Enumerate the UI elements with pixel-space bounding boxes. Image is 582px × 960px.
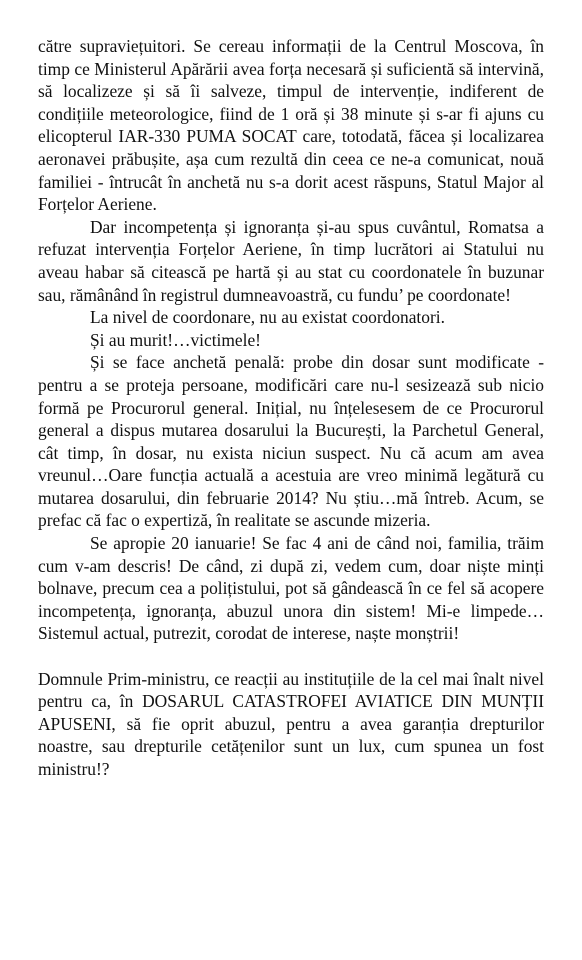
paragraph-anniversary: Se apropie 20 ianuarie! Se fac 4 ani de când noi, familia, trăim cum v-am descris! De când, zi după zi, vedem cum, doar niște minți bolnave, precum cea a polițistului, pot să gândească în ce fel să acopere incompetența, ignoranța, abuzul unora din sistem! Mi-e limpede…Sistemul actual, putrezit, corodat de interese, naște monștrii! (38, 533, 544, 644)
paragraph-address-prime-minister: Domnule Prim-ministru, ce reacții au instituțiile de la cel mai înalt nivel pentru ca, în DOSARUL CATASTROFEI AVIATICE DIN MUNȚII APUSENI, să fie oprit abuzul, pentru a avea garanția drepturilor noastre, sau drepturile cetățenilor sunt un lux, cum spunea un fost ministru!? (38, 668, 544, 779)
paragraph-victims: Și au murit!…victimele! (90, 329, 261, 350)
paragraph-incompetence: Dar incompetența și ignoranța și-au spus cuvântul, Romatsa a refuzat intervenția Forțelor Aeriene, în timp lucrători ai Statului nu aveau habar să citească pe hartă și au stat cu coordonatele în buzunar sau, rămânând în registrul dumneavoastră, cu fundu’ pe coordonate! (38, 216, 544, 305)
paragraph-criminal-investigation: Și se face anchetă penală: probe din dosar sunt modificate - pentru a se proteja persoane, modificări care nu-l sesizează sub nicio formă pe Procurorul general. Inițial, nu înțelesesem de ce Procurorul general a dispus mutarea dosarului la București, la Parchetul General, cât timp, în dosar, nu exista niciun suspect. Nu că acum am avea vreunul…Oare funcția actuală a acestuia are vreo minimă legătură cu mutarea dosarului, din februarie 2014? Nu știu…mă întreb. Acum, se prefac că fac o expertiză, în realitate se ascunde mizeria. (38, 352, 544, 531)
paragraph-coordination: La nivel de coordonare, nu au existat coordonatori. (90, 307, 445, 328)
paragraph-rescue-context: către supraviețuitori. Se cereau informații de la Centrul Moscova, în timp ce Ministerul Apărării avea forța necesară și suficientă să intervină, să localizeze și să îi salveze, timpul de intervenție, indiferent de condițiile meteorologice, fiind de 1 oră și 38 minute și s-ar fi ajuns cu elicopterul IAR-330 PUMA SOCAT care, totodată, făcea și localizarea aeronavei prăbușite, așa cum rezultă din ceea ce ne-a comunicat, nouă familiei - întrucât în anchetă nu s-a dorit acest răspuns, Statul Major al Forțelor Aeriene. (38, 36, 544, 215)
